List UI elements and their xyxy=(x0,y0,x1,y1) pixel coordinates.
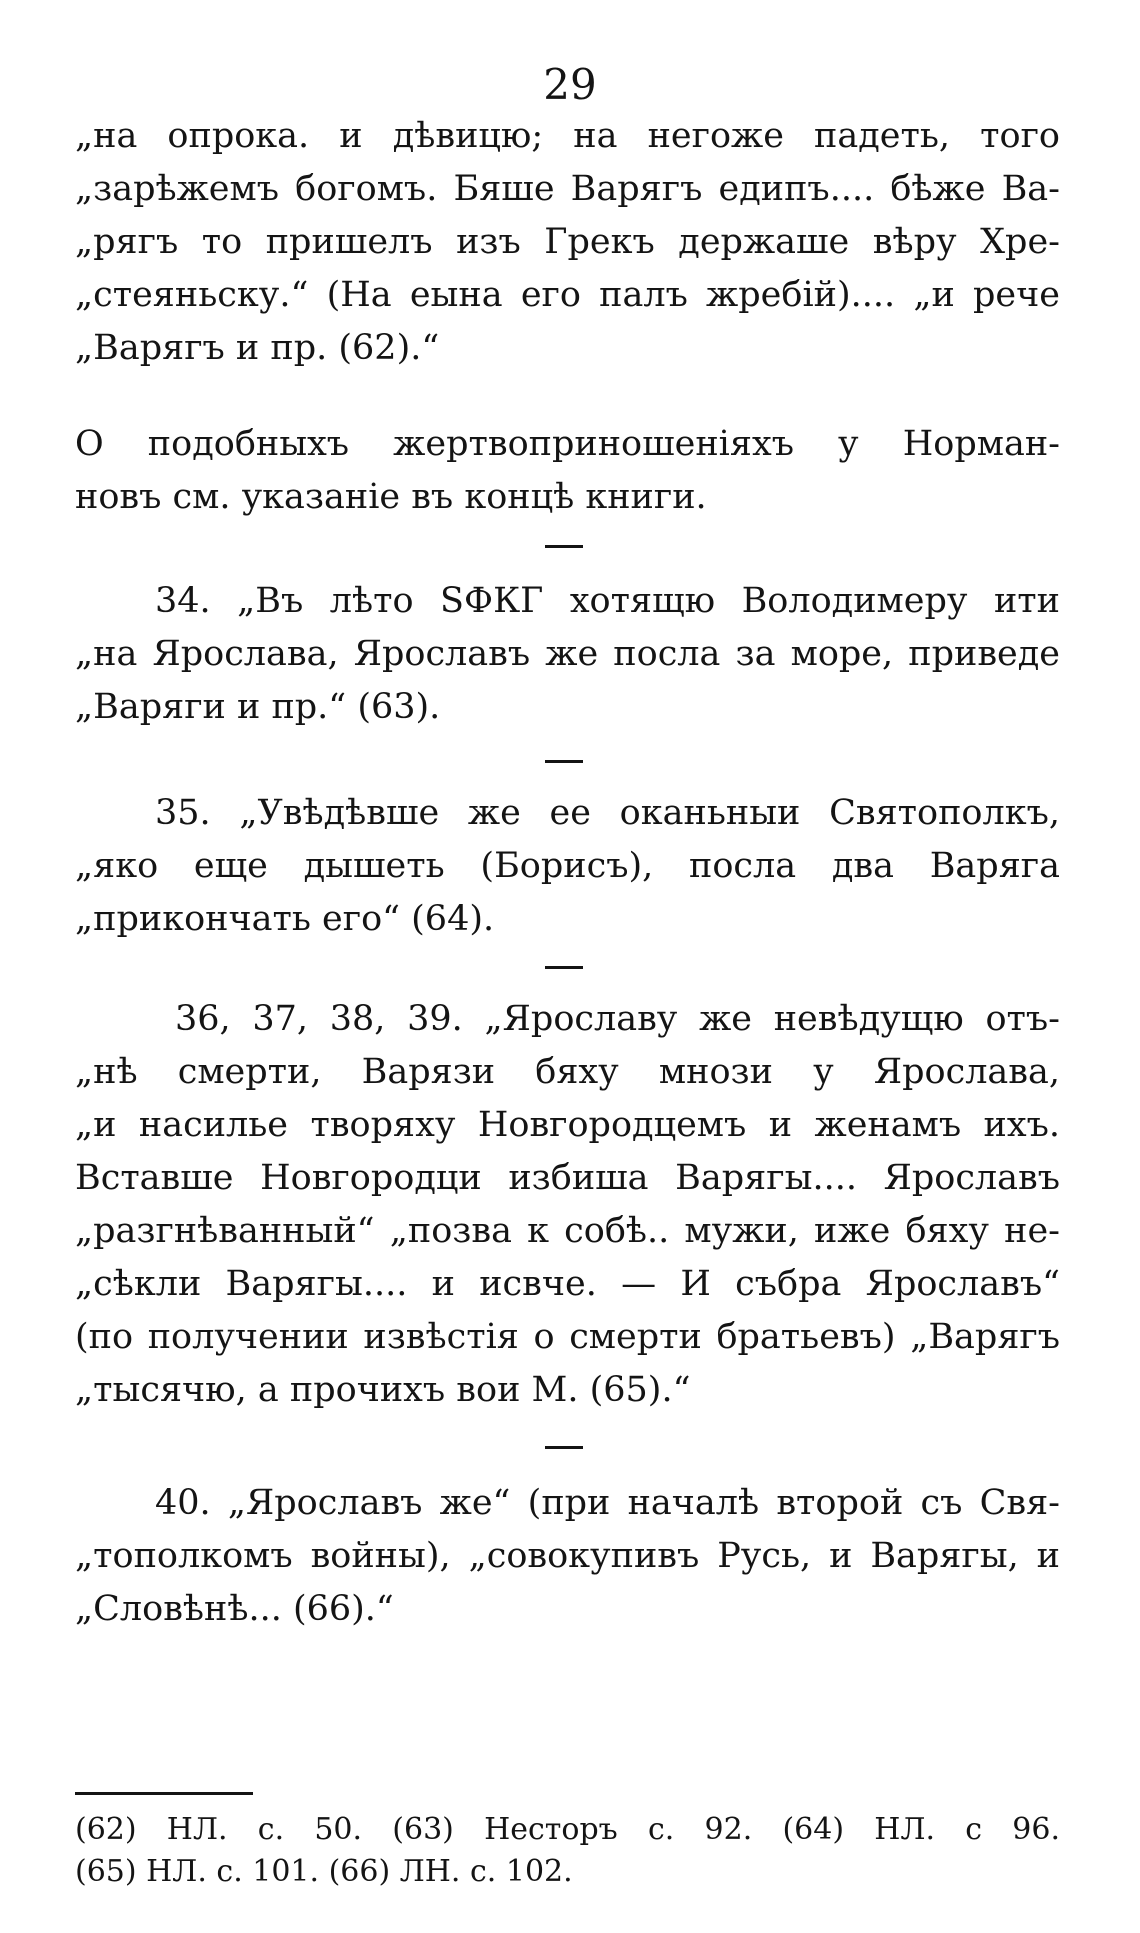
text-line: „стеяньску.“ (На еына его палъ жребій).... „и рече xyxy=(75,275,1060,315)
section-separator xyxy=(545,1446,583,1449)
text-line: „Варяги и пр.“ (63). xyxy=(75,687,441,727)
paragraph-40 xyxy=(75,1477,1060,1636)
text-line: „тысячю, а прочихъ вои М. (65).“ xyxy=(75,1370,691,1410)
text-line: „яко еще дышеть (Борисъ), посла два Варяга xyxy=(75,846,1060,886)
text-line: „Словѣнѣ... (66).“ xyxy=(75,1589,394,1629)
paragraph-36-39 xyxy=(75,993,1060,1417)
text-line: 35. „Увѣдѣвше же ее оканьныи Святополкъ, xyxy=(155,793,1060,833)
text-line: 36, 37, 38, 39. „Ярославу же невѣдущю отъ- xyxy=(175,999,1060,1039)
text-line: „на Ярослава, Ярославъ же посла за море, приведе xyxy=(75,634,1060,674)
section-separator xyxy=(545,966,583,969)
footnote-line: (65) НЛ. с. 101. (66) ЛН. с. 102. xyxy=(75,1854,573,1889)
footnote-line: (62) НЛ. с. 50. (63) Несторъ с. 92. (64) НЛ. с 96. xyxy=(75,1812,1060,1847)
text-line: новъ см. указаніе въ концѣ книги. xyxy=(75,477,707,517)
note-paragraph xyxy=(75,418,1060,524)
text-line: „зарѣжемъ богомъ. Бяше Варягъ едипъ.... бѣже Ва- xyxy=(75,169,1060,209)
paragraph-35 xyxy=(75,787,1060,946)
text-line: „нѣ смерти, Варязи бяху мнози у Ярослава, xyxy=(75,1052,1060,1092)
paragraph-34 xyxy=(75,575,1060,734)
page-number: 29 xyxy=(543,60,597,109)
text-line: О подобныхъ жертвоприношеніяхъ у Норман- xyxy=(75,424,1060,464)
section-separator xyxy=(545,760,583,763)
text-line: „тополкомъ войны), „совокупивъ Русь, и Варягы, и xyxy=(75,1536,1060,1576)
text-line: „на опрока. и дѣвицю; на негоже падеть, того xyxy=(75,116,1060,156)
text-line: (по получении извѣстія о смерти братьевъ) „Варягъ xyxy=(75,1317,1060,1357)
footnote-rule xyxy=(75,1792,253,1795)
section-separator xyxy=(545,545,583,548)
text-line: „Варягъ и пр. (62).“ xyxy=(75,328,440,368)
text-line: Вставше Новгородци избиша Варягы.... Ярославъ xyxy=(75,1158,1060,1198)
text-line: 40. „Ярославъ же“ (при началѣ второй съ Свя- xyxy=(155,1483,1060,1523)
quoted-passage xyxy=(75,110,1060,375)
text-line: „прикончать его“ (64). xyxy=(75,899,495,939)
text-line: „сѣкли Варягы.... и исвче. — И събра Ярославъ“ xyxy=(75,1264,1060,1304)
text-line: „разгнѣванный“ „позва к собѣ.. мужи, иже бяху не- xyxy=(75,1211,1060,1251)
text-line: „рягъ то пришелъ изъ Грекъ держаше вѣру Хре- xyxy=(75,222,1060,262)
text-line: „и насилье творяху Новгородцемъ и женамъ ихъ. xyxy=(75,1105,1060,1145)
text-line: 34. „Въ лѣто SФКГ хотящю Володимеру ити xyxy=(155,581,1060,621)
